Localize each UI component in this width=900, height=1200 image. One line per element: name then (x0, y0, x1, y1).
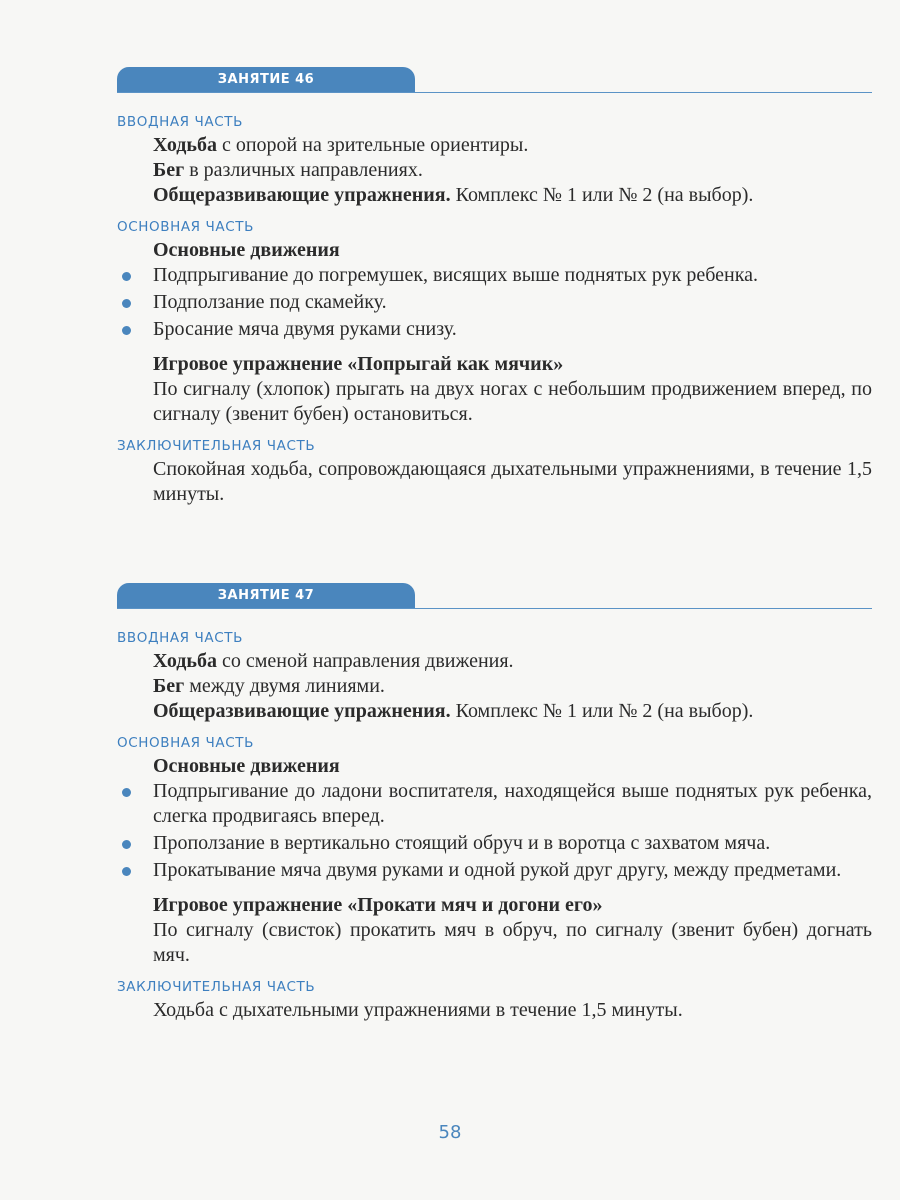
list-item (117, 858, 872, 883)
description: Комплекс № 1 или № 2 (на выбор). (450, 184, 754, 206)
list-item-text: Подпрыгивание до ладони воспитателя, находящейся выше поднятых рук ребенка, слегка продвигаясь вперед. (153, 780, 872, 827)
intro-line-running (117, 674, 872, 699)
final-part-text: Спокойная ходьба, сопровождающаяся дыхательными упражнениями, в течение 1,5 минуты. (153, 458, 872, 505)
bullet-icon (122, 272, 131, 281)
lesson-title: ЗАНЯТИЕ 46 (117, 67, 415, 93)
list-item (117, 317, 872, 342)
description: Комплекс № 1 или № 2 (на выбор). (450, 700, 754, 722)
lesson-header (117, 67, 872, 95)
main-part-heading: ОСНОВНАЯ ЧАСТЬ (117, 735, 254, 751)
game-exercise-title: Игровое упражнение «Прокати мяч и догони его» (153, 894, 603, 916)
term: Бег (153, 675, 185, 697)
movements-list (117, 263, 872, 342)
intro-part-heading: ВВОДНАЯ ЧАСТЬ (117, 114, 243, 130)
game-exercise-text: По сигналу (свисток) прокатить мяч в обруч, по сигналу (звенит бубен) догнать мяч. (153, 919, 872, 966)
lesson-title: ЗАНЯТИЕ 47 (117, 583, 415, 609)
description: между двумя линиями. (184, 675, 385, 697)
bullet-icon (122, 840, 131, 849)
description: в различных направлениях. (184, 159, 423, 181)
main-part-heading: ОСНОВНАЯ ЧАСТЬ (117, 219, 254, 235)
lesson-47 (117, 583, 872, 1023)
intro-line-exercises (117, 699, 872, 724)
list-item (117, 831, 872, 856)
intro-part-heading: ВВОДНАЯ ЧАСТЬ (117, 630, 243, 646)
list-item-text: Подползание под скамейку. (153, 291, 387, 313)
bullet-icon (122, 867, 131, 876)
final-part-heading: ЗАКЛЮЧИТЕЛЬНАЯ ЧАСТЬ (117, 438, 316, 454)
movements-list (117, 779, 872, 883)
lesson-divider (117, 92, 872, 93)
list-item-text: Подпрыгивание до погремушек, висящих выше поднятых рук ребенка. (153, 264, 759, 286)
description: с опорой на зрительные ориентиры. (216, 134, 529, 156)
final-part-text: Ходьба с дыхательными упражнениями в течение 1,5 минуты. (153, 999, 683, 1021)
list-item-text: Прокатывание мяча двумя руками и одной рукой друг другу, между предметами. (153, 859, 842, 881)
lesson-header (117, 583, 872, 611)
term: Бег (153, 159, 185, 181)
bullet-icon (122, 299, 131, 308)
final-part-heading: ЗАКЛЮЧИТЕЛЬНАЯ ЧАСТЬ (117, 979, 316, 995)
list-item (117, 779, 872, 829)
list-item (117, 290, 872, 315)
main-movements-title: Основные движения (153, 239, 340, 261)
intro-line-running (117, 158, 872, 183)
game-exercise-text: По сигналу (хлопок) прыгать на двух ногах с небольшим продвижением вперед, по сигналу (звенит бубен) остановиться. (153, 378, 872, 425)
game-exercise-title: Игровое упражнение «Попрыгай как мячик» (153, 353, 564, 375)
term: Ходьба (153, 134, 217, 156)
lesson-divider (117, 608, 872, 609)
lesson-46 (117, 67, 872, 507)
bullet-icon (122, 788, 131, 797)
intro-line-walking (117, 649, 872, 674)
page-number: 58 (438, 1122, 462, 1143)
term: Общеразвивающие упражнения. (153, 184, 451, 206)
term: Ходьба (153, 650, 217, 672)
intro-line-walking (117, 133, 872, 158)
list-item (117, 263, 872, 288)
main-movements-title: Основные движения (153, 755, 340, 777)
list-item-text: Проползание в вертикально стоящий обруч и в воротца с захватом мяча. (153, 832, 771, 854)
description: со сменой направления движения. (216, 650, 514, 672)
bullet-icon (122, 326, 131, 335)
intro-line-exercises (117, 183, 872, 208)
list-item-text: Бросание мяча двумя руками снизу. (153, 318, 457, 340)
term: Общеразвивающие упражнения. (153, 700, 451, 722)
